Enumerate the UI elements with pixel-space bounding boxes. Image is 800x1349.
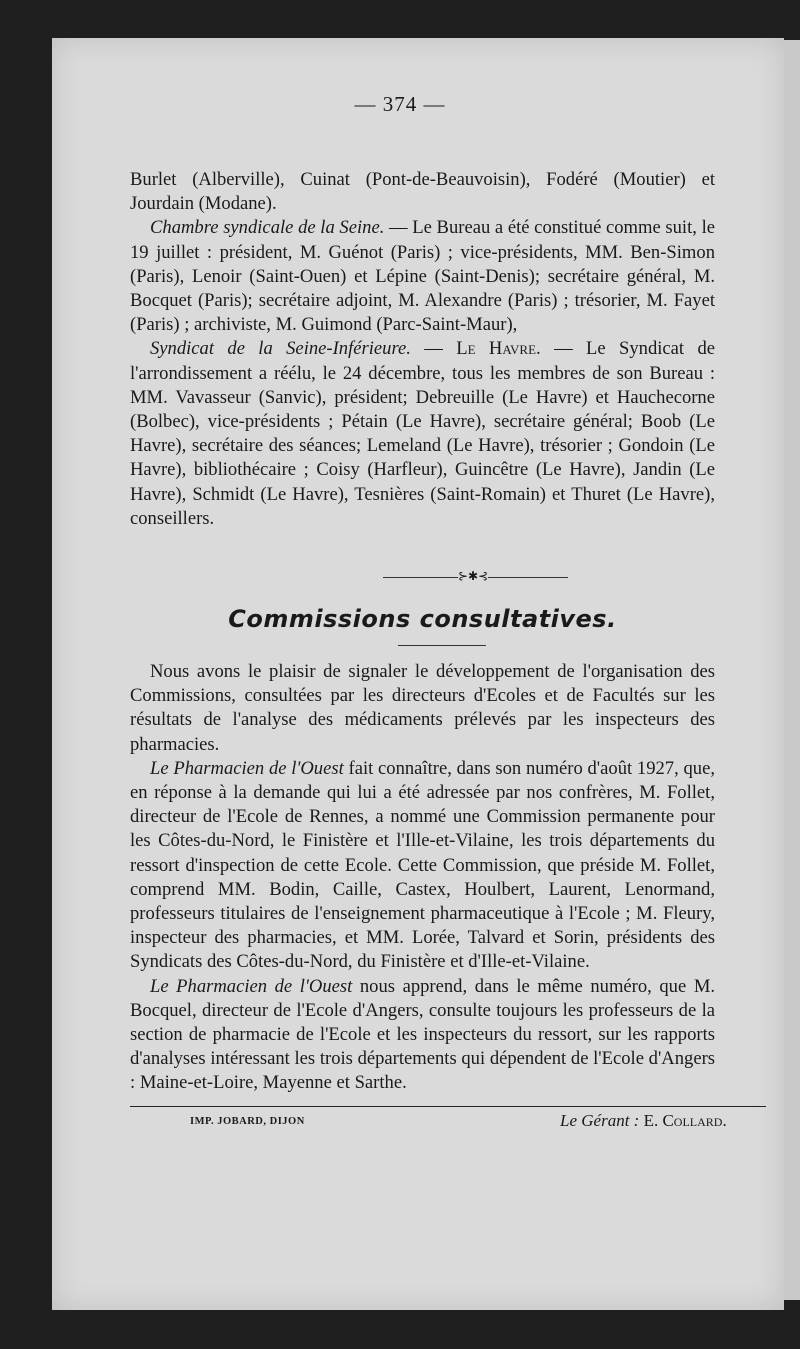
- section-heading: Commissions consultatives.: [228, 605, 617, 633]
- paragraph-title: Le Pharmacien de l'Ouest: [150, 975, 353, 997]
- page-edge: [784, 40, 800, 1300]
- paragraph: [130, 337, 715, 531]
- paragraph: [130, 757, 715, 975]
- paragraph-title: Syndicat de la Seine-Inférieure.: [150, 338, 411, 360]
- paragraph-text: — Le Syndicat de l'arrondissement a réélu, le 24 décembre, tous les membres de son Bureau : MM. Vavasseur (Sanvic), président; Debreuille (Le Havre) et Hauchecorne (Bolbec), vice-présidents ; Pétain (Le Havre), secrétaire général; Boob (Le Havre), secrétaire des séances; Lemeland (Le Havre), trésorier ; Gondoin (Le Havre), bibliothécaire ; Coisy (Harfleur), Guincêtre (Le Havre), Jandin (Le Havre), Schmidt (Le Havre), Tesnières (Saint-Romain) et Thuret (Le Havre), conseillers.: [130, 338, 715, 529]
- paragraph: [130, 975, 715, 1096]
- section-syndicats: [130, 168, 715, 531]
- printer-imprint: IMP. JOBARD, DIJON: [190, 1116, 305, 1127]
- paragraph-title: Chambre syndicale de la Seine.: [150, 217, 385, 239]
- paragraph-text: Nous avons le plaisir de signaler le développement de l'organisation des Commissions, consultées par les directeurs d'Ecoles et de Facultés sur les résultats de l'analyse des médicaments prélevés par les inspecteurs des pharmacies.: [130, 661, 715, 755]
- divider-ornament: ⊱✱⊰: [458, 569, 489, 583]
- heading-rule: [398, 645, 486, 646]
- paragraph: [130, 216, 715, 337]
- paragraph-title: Le Pharmacien de l'Ouest: [150, 757, 344, 779]
- paragraph: [130, 168, 715, 216]
- paragraph-text: nous apprend, dans le même numéro, que M. Bocquel, directeur de l'Ecole d'Angers, consulte toujours les professeurs de la section de pharmacie de l'Ecole et les inspecteurs du ressort, sur les rapports d'analyses intéressant les trois départements qui dépendent de l'Ecole d'Angers : Maine-et-Loire, Mayenne et Sarthe.: [130, 975, 715, 1094]
- gerant-name: E. Collard.: [643, 1111, 727, 1130]
- paragraph: [130, 660, 715, 757]
- place-name: Le Havre.: [456, 338, 541, 360]
- gerant-label: Le Gérant :: [560, 1111, 640, 1130]
- page-number: — 374 —: [354, 92, 446, 116]
- section-commissions: [130, 660, 715, 1096]
- paragraph-text: fait connaître, dans son numéro d'août 1927, que, en réponse à la demande qui lui a été adressée par nos confrères, M. Follet, directeur de l'Ecole de Rennes, a nommé une Commission permanente pour les Côtes-du-Nord, le Finistère et l'Ille-et-Vilaine, les trois départements du ressort d'inspection de cette Ecole. Cette Commission, que préside M. Follet, comprend MM. Bodin, Caille, Castex, Houlbert, Laurent, Lenormand, professeurs titulaires de l'enseignement pharmaceutique à l'Ecole ; M. Fleury, inspecteur des pharmacies, et MM. Lorée, Talvard et Sorin, présidents des Syndicats des Côtes-du-Nord, du Finistère et d'Ille-et-Vilaine.: [130, 757, 715, 973]
- dash: —: [410, 338, 457, 360]
- paragraph-text: — Le Bureau a été constitué comme suit, le 19 juillet : président, M. Guénot (Paris) ; vice-présidents, MM. Ben-Simon (Paris), Lenoir (Saint-Ouen) et Lépine (Saint-Denis); secrétaire général, M. Bocquet (Paris); secrétaire adjoint, M. Alexandre (Paris) ; trésorier, M. Fayet (Paris) ; archiviste, M. Guimond (Parc-Saint-Maur),: [130, 217, 715, 336]
- footer-rule: [130, 1106, 766, 1107]
- paragraph-text: Burlet (Alberville), Cuinat (Pont-de-Beauvoisin), Fodéré (Moutier) et Jourdain (Modane).: [130, 169, 715, 215]
- gerant-signature: [560, 1111, 727, 1131]
